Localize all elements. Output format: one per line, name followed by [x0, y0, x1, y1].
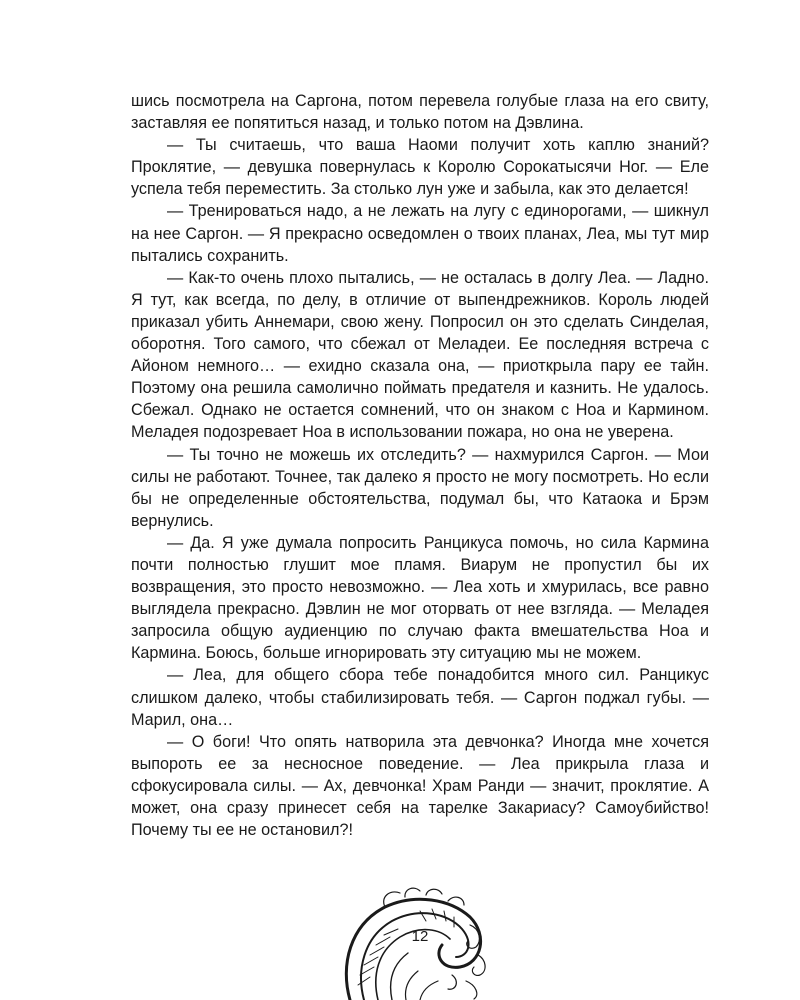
paragraph-8: — О боги! Что опять натворила эта девчонка? Иногда мне хочется выпороть ее за несносное поведение. — Леа прикрыла глаза и сфокусировала силы. — Ах, девчонка! Храм Ранди — значит, проклятие. А может, она сразу принесет себя на тарелке Закариасу? Самоубийство! Почему ты ее не остановил?!: [131, 732, 709, 840]
paragraph-2: — Ты считаешь, что ваша Наоми получит хоть каплю знаний? Проклятие, — девушка повернулась к Королю Сорокатысячи Ног. — Еле успела тебя переместить. За столько лун уже и забыла, как это делается!: [131, 136, 709, 199]
page-number: 12: [411, 928, 429, 945]
page-body-text: [131, 90, 709, 841]
paragraph-5: — Ты точно не можешь их отследить? — нахмурился Саргон. — Мои силы не работают. Точнее, так далеко я просто не могу посмотреть. Но если бы не определенные обстоятельства, подумал бы, что Катаока и Брэм вернулись.: [131, 445, 709, 530]
paragraph-1: шись посмотрела на Саргона, потом перевела голубые глаза на его свиту, заставляя ее попятиться назад, и только потом на Дэвлина.: [131, 92, 709, 133]
paragraph-4: — Как-то очень плохо пытались, — не осталась в долгу Леа. — Ладно. Я тут, как всегда, по делу, в отличие от выпендрежников. Король людей приказал убить Аннемари, свою жену. Попросил он это сделать Синделая, оборотня. Того самого, что сбежал от Меладеи. Ее последняя встреча с Айоном немного… — ехидно сказала она, — приоткрыла пару ее тайн. Поэтому она решила самолично поймать предателя и казнить. Не удалось. Сбежал. Однако не остается сомнений, что он знаком с Ноа и Кармином. Меладея подозревает Ноа в использовании пожара, но она не уверена.: [131, 268, 709, 442]
paragraph-7: — Леа, для общего сбора тебе понадобится много сил. Ранцикус слишком далеко, чтобы стабилизировать тебя. — Саргон поджал губы. — Марил, она…: [131, 666, 709, 729]
paragraph-3: — Тренироваться надо, а не лежать на лугу с единорогами, — шикнул на нее Саргон. — Я прекрасно осведомлен о твоих планах, Леа, мы тут мир пытались сохранить.: [131, 202, 709, 265]
paragraph-6: — Да. Я уже думала попросить Ранцикуса помочь, но сила Кармина почти полностью глушит мое пламя. Виарум не пропустил бы их возвращения, это просто невозможно. — Леа хоть и хмурилась, все равно выглядела прекрасно. Дэвлин не мог оторвать от нее взгляда. — Меладея запросила общую аудиенцию по случаю факта вмешательства Ноа и Кармина. Боюсь, больше игнорировать эту ситуацию мы не можем.: [131, 533, 709, 663]
